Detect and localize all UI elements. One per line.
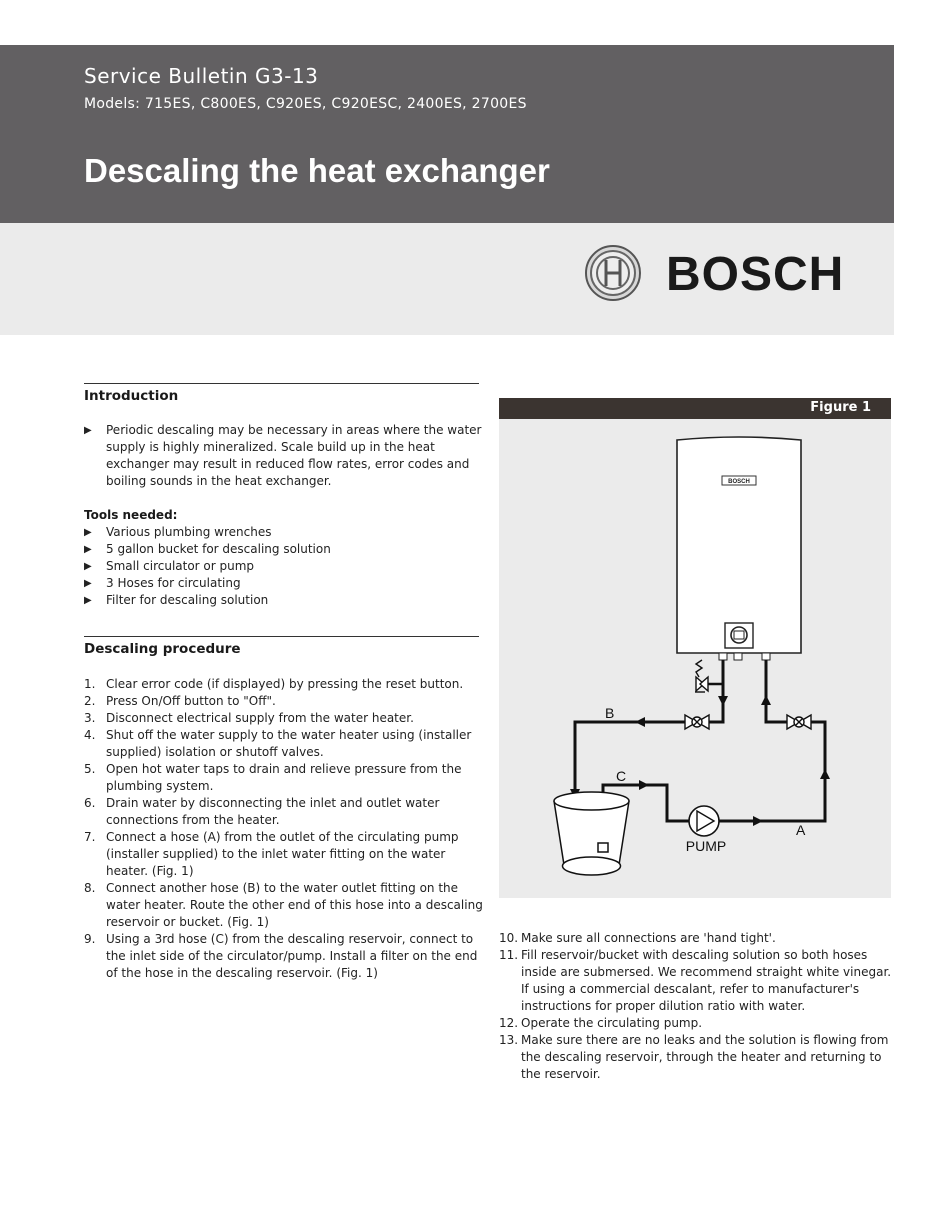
pump-label: PUMP [685,838,727,854]
hose-c-label: C [616,768,627,784]
figure-1 [499,398,891,898]
step-item: 12. Operate the circulating pump. [499,1016,703,1030]
header-banner [0,45,894,223]
pump-icon [689,806,719,836]
step-item: 13. Make sure there are no leaks and the solution is flowing from the descaling reservoir, through the heater and returning to the reservoir. [499,1033,889,1081]
step-item: 11. Fill reservoir/bucket with descaling solution so both hoses inside are submersed. We recommend straight white vinegar. If using a commercial descalant, refer to manufacturer's instructions for proper dilution ratio with water. [499,948,892,1013]
step-item: 6. Drain water by disconnecting the inlet and outlet water connections from the heater. [84,796,440,827]
models-line: Models: 715ES, C800ES, C920ES, C920ESC, 2400ES, 2700ES [84,96,527,112]
shutoff-valve-icon [787,715,811,729]
step-item: 7. Connect a hose (A) from the outlet of the circulating pump (installer supplied) to the inlet water fitting on the water heater. (Fig. 1) [84,830,459,878]
bullet-triangle-icon: ▶ [84,578,92,589]
section-rule [84,636,479,637]
plumbing-diagram [499,419,891,898]
list-item: ▶ Small circulator or pump [84,559,255,573]
list-item: ▶ Periodic descaling may be necessary in areas where the water supply is highly mineralized. Scale build up in the heat exchanger may result in reduced flow rates, error codes and boiling sounds in the heat exchanger. [84,423,482,488]
logo-band [0,223,894,335]
list-item: ▶ Filter for descaling solution [84,593,269,607]
step-item: 5. Open hot water taps to drain and relieve pressure from the plumbing system. [84,762,462,793]
water-heater-icon [677,437,801,660]
introduction-list [84,422,484,490]
bullet-triangle-icon: ▶ [84,595,92,606]
bulletin-title: Service Bulletin G3-13 [84,64,319,88]
list-item: ▶ 3 Hoses for circulating [84,576,241,590]
figure-label: Figure 1 [810,400,871,415]
procedure-heading: Descaling procedure [84,641,241,657]
step-item: 10. Make sure all connections are 'hand tight'. [499,931,776,945]
tools-label: Tools needed: [84,508,178,522]
hose-b-label: B [605,705,615,721]
step-item: 2. Press On/Off button to "Off". [84,694,276,708]
bucket-icon [554,792,629,875]
hose-a-label: A [796,822,806,838]
step-item: 8. Connect another hose (B) to the water outlet fitting on the water heater. Route the other end of this hose into a descaling reservoir or bucket. (Fig. 1) [84,881,483,929]
step-item: 3. Disconnect electrical supply from the water heater. [84,711,414,725]
section-rule [84,383,479,384]
list-item: ▶ 5 gallon bucket for descaling solution [84,542,331,556]
shutoff-valve-icon [685,715,709,729]
figure-header-bar [499,398,891,419]
heater-badge: BOSCH [728,479,750,485]
procedure-steps-right [499,930,899,1083]
tools-list [84,524,484,609]
procedure-steps-left [84,676,484,982]
list-item: ▶ Various plumbing wrenches [84,525,272,539]
step-item: 4. Shut off the water supply to the water heater using (installer supplied) isolation or shutoff valves. [84,728,472,759]
introduction-heading: Introduction [84,388,179,404]
bullet-triangle-icon: ▶ [84,561,92,572]
relief-valve-icon [695,660,723,692]
bullet-triangle-icon: ▶ [84,527,92,538]
page-title: Descaling the heat exchanger [84,152,550,189]
bosch-wordmark: BOSCH [666,248,845,301]
step-item: 9. Using a 3rd hose (C) from the descaling reservoir, connect to the inlet side of the circulator/pump. Install a filter on the end of the hose in the descaling reservoir. (Fig. 1) [84,932,478,980]
bullet-triangle-icon: ▶ [84,425,92,436]
step-item: 1. Clear error code (if displayed) by pressing the reset button. [84,677,464,691]
bullet-triangle-icon: ▶ [84,544,92,555]
bosch-logo-icon [584,244,642,302]
